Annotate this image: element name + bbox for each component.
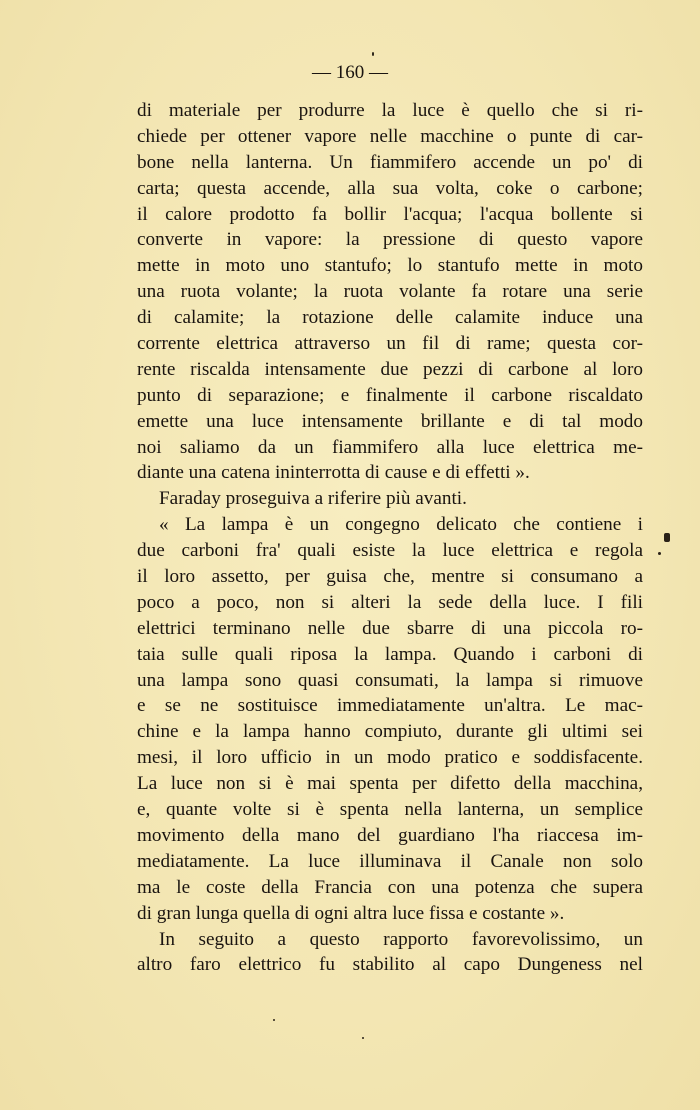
text-line: mesi, il loro ufficio in un modo pratico e soddisfacente. <box>137 747 643 769</box>
text-line: Faraday proseguiva a riferire più avanti. <box>159 488 467 510</box>
page-number: — 160 — <box>312 62 388 83</box>
text-line: chine e la lampa hanno compiuto, durante gli ultimi sei <box>137 721 643 743</box>
body-text <box>137 98 643 978</box>
text-line: il loro assetto, per guisa che, mentre si consumano a <box>137 566 643 588</box>
text-line: ma le coste della Francia con una potenza che supera <box>137 876 643 898</box>
text-line: di materiale per produrre la luce è quello che si ri- <box>137 100 643 121</box>
text-line: di gran lunga quella di ogni altra luce fissa e costante ». <box>137 902 565 924</box>
text-line: rente riscalda intensamente due pezzi di carbone al loro <box>137 358 643 380</box>
text-line: chiede per ottener vapore nelle macchine o punte di car- <box>137 125 643 147</box>
text-line: due carboni fra' quali esiste la luce elettrica e regola <box>137 540 643 562</box>
text-line: movimento della mano del guardiano l'ha riaccesa im- <box>137 824 643 846</box>
scan-speck <box>658 552 661 555</box>
scan-speck <box>362 1037 364 1039</box>
text-line: bone nella lanterna. Un fiammifero accende un po' di <box>137 151 643 173</box>
text-line: taia sulle quali riposa la lampa. Quando i carboni di <box>137 643 643 665</box>
text-line: « La lampa è un congegno delicato che contiene i <box>159 514 643 536</box>
text-line: converte in vapore: la pressione di questo vapore <box>137 229 643 251</box>
text-line: una lampa sono quasi consumati, la lampa si rimuove <box>137 669 643 691</box>
text-line: In seguito a questo rapporto favorevolissimo, un <box>159 928 643 950</box>
text-line: corrente elettrica attraverso un fil di rame; questa cor- <box>137 333 643 355</box>
text-line: noi saliamo da un fiammifero alla luce elettrica me- <box>137 436 643 458</box>
text-line: il calore prodotto fa bollir l'acqua; l'acqua bollente si <box>137 203 643 225</box>
text-line: e se ne sostituisce immediatamente un'altra. Le mac- <box>137 695 643 717</box>
text-line: La luce non si è mai spenta per difetto della macchina, <box>137 773 643 795</box>
text-line: e, quante volte si è spenta nella lanterna, un semplice <box>137 799 643 821</box>
scan-speck <box>372 52 374 56</box>
scan-speck <box>273 1019 275 1021</box>
text-line: altro faro elettrico fu stabilito al capo Dungeness nel <box>137 954 643 976</box>
text-line: mediatamente. La luce illuminava il Canale non solo <box>137 850 643 872</box>
text-line: diante una catena ininterrotta di cause e di effetti ». <box>137 462 530 484</box>
text-line: carta; questa accende, alla sua volta, coke o carbone; <box>137 177 643 199</box>
text-line: elettrici terminano nelle due sbarre di una piccola ro- <box>137 617 643 639</box>
text-line: di calamite; la rotazione delle calamite induce una <box>137 307 643 329</box>
text-line: punto di separazione; e finalmente il carbone riscaldato <box>137 384 643 406</box>
text-line: emette una luce intensamente brillante e di tal modo <box>137 410 643 432</box>
text-line: mette in moto uno stantufo; lo stantufo mette in moto <box>137 255 643 277</box>
text-line: poco a poco, non si alteri la sede della luce. I fili <box>137 591 643 613</box>
text-line: una ruota volante; la ruota volante fa rotare una serie <box>137 281 643 303</box>
scan-speck <box>664 533 670 542</box>
